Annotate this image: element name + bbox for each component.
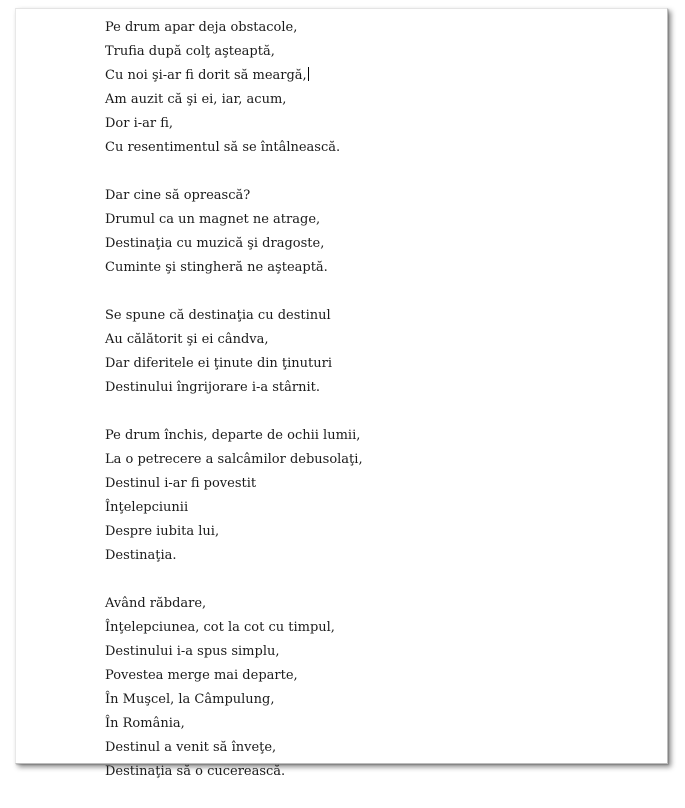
poem-line: Destinaţia.	[105, 548, 177, 563]
poem-line: Destinaţia să o cucerească.	[105, 764, 286, 779]
text-cursor	[308, 67, 309, 81]
poem-line: Destinului îngrijorare i-a stârnit.	[105, 380, 321, 395]
poem-line: Dor i-ar fi,	[105, 116, 174, 131]
poem-line: Drumul ca un magnet ne atrage,	[105, 212, 321, 227]
poem-line: Povestea merge mai departe,	[105, 668, 298, 683]
poem-line: În Muşcel, la Câmpulung,	[105, 692, 275, 707]
poem-line: Despre iubita lui,	[105, 524, 220, 539]
poem-line: Cu resentimentul să se întâlnească.	[105, 140, 341, 155]
stanza-3	[105, 304, 363, 400]
poem-line: Am auzit că şi ei, iar, acum,	[105, 92, 287, 107]
poem-line: Înţelepciunii	[105, 500, 189, 515]
poem-line: Se spune că destinaţia cu destinul	[105, 308, 331, 323]
poem-line: Înţelepciunea, cot la cot cu timpul,	[105, 620, 335, 635]
poem-line-text: Cu noi şi-ar fi dorit să meargă,	[105, 68, 307, 83]
poem-line: Dar cine să oprească?	[105, 188, 251, 203]
poem-line: Trufia după colţ aşteaptă,	[105, 44, 275, 59]
poem-line: La o petrecere a salcâmilor debusolaţi,	[105, 452, 363, 467]
poem-text[interactable]	[105, 16, 363, 808]
poem-line: Au călătorit şi ei cândva,	[105, 332, 269, 347]
stanza-4	[105, 424, 363, 568]
poem-line: Pe drum apar deja obstacole,	[105, 20, 298, 35]
document-page[interactable]	[15, 8, 668, 779]
stanza-5	[105, 592, 363, 784]
poem-line: Destinaţia cu muzică şi dragoste,	[105, 236, 325, 251]
stanza-2	[105, 184, 363, 280]
poem-line: Destinului i-a spus simplu,	[105, 644, 280, 659]
poem-line: Pe drum închis, departe de ochii lumii,	[105, 428, 361, 443]
stanza-1	[105, 16, 363, 160]
poem-line-with-cursor	[105, 64, 363, 88]
poem-line: Destinul i-ar fi povestit	[105, 476, 257, 491]
poem-line: În România,	[105, 716, 185, 731]
poem-line: Destinul a venit să înveţe,	[105, 740, 277, 755]
poem-line: Dar diferitele ei ţinute din ţinuturi	[105, 356, 333, 371]
poem-line: Cuminte şi stingheră ne aşteaptă.	[105, 260, 328, 275]
poem-line: Având răbdare,	[105, 596, 207, 611]
